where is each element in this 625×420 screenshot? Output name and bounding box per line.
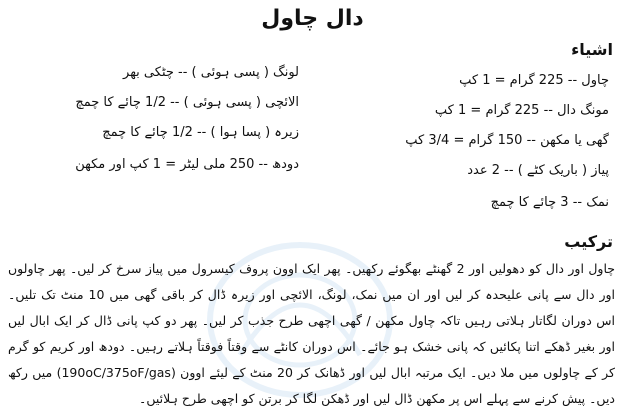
ingredient-item: لونگ ( پسی ہوئی ) ‏-- چٹکی بھر [123,65,299,80]
ingredient-item: مونگ دال ‏-- 225 گرام = 1 کپ [434,103,609,118]
ingredient-item: نمک ‏-- 3 چائے کا چمچ [490,195,609,210]
ingredient-item: گھی یا مکھن ‏-- 150 گرام = 3/4 کپ [405,133,609,148]
ingredients-heading: اشیاء [571,40,613,59]
ingredient-item: الائچی ( پسی ہوئی ) ‏-- 1/2 چائے کا چمچ [75,95,299,110]
method-paragraph: چاول اور دال کو دھولیں اور 2 گھنٹے بھگوئے رکھیں۔ پھر ایک اوون پروف کیسرول میں پیاز سرخ کر لیں۔ پھر چاولوں اور دال سے پانی علیحدہ کر لیں اور ان میں نمک، لونگ، الائچی اور زیرہ ڈال کر باقی گھی میں 10 منٹ تک تلیں۔ اس دوران لگاتار ہلاتی رہیں تاکہ چاول مکھن / گھی اچھی طرح جذب کر لیں۔ پھر دو کپ پانی ڈال کر ایک ابال لیں اور بغیر ڈھکے اتنا پکائیں کہ پانی خشک ہو جائے۔ اس دوران کانٹے سے وقتاً فوقتاً ہلاتے رہیں۔ دودھ اور کریم کو گرم کر کے چاولوں میں ملا دیں۔ ایک مرتبہ ابال لیں اور ڈھانک کر 20 منٹ کے لیئے اوون (190oC/375oF/gas) میں رکھ دیں۔ پیش کرنے سے پہلے اس پر مکھن ڈال لیں اور ڈھکن لگا کر برتن کو اچھی طرح ہلائیں۔ [8,261,616,406]
method-text [8,256,615,412]
ingredient-item: زیرہ ( پسا ہوا ) ‏-- 1/2 چائے کا چمچ [102,125,299,140]
ingredient-item: دودھ ‏-- 250 ملی لیٹر = 1 کپ اور مکھن [75,157,299,172]
method-heading: ترکیب [564,232,613,251]
ingredient-item: چاول ‏-- 225 گرام = 1 کپ [459,73,609,88]
recipe-title: دال چاول [261,6,364,31]
ingredient-item: پیاز ( باریک کٹے ) ‏-- 2 عدد [467,163,609,178]
